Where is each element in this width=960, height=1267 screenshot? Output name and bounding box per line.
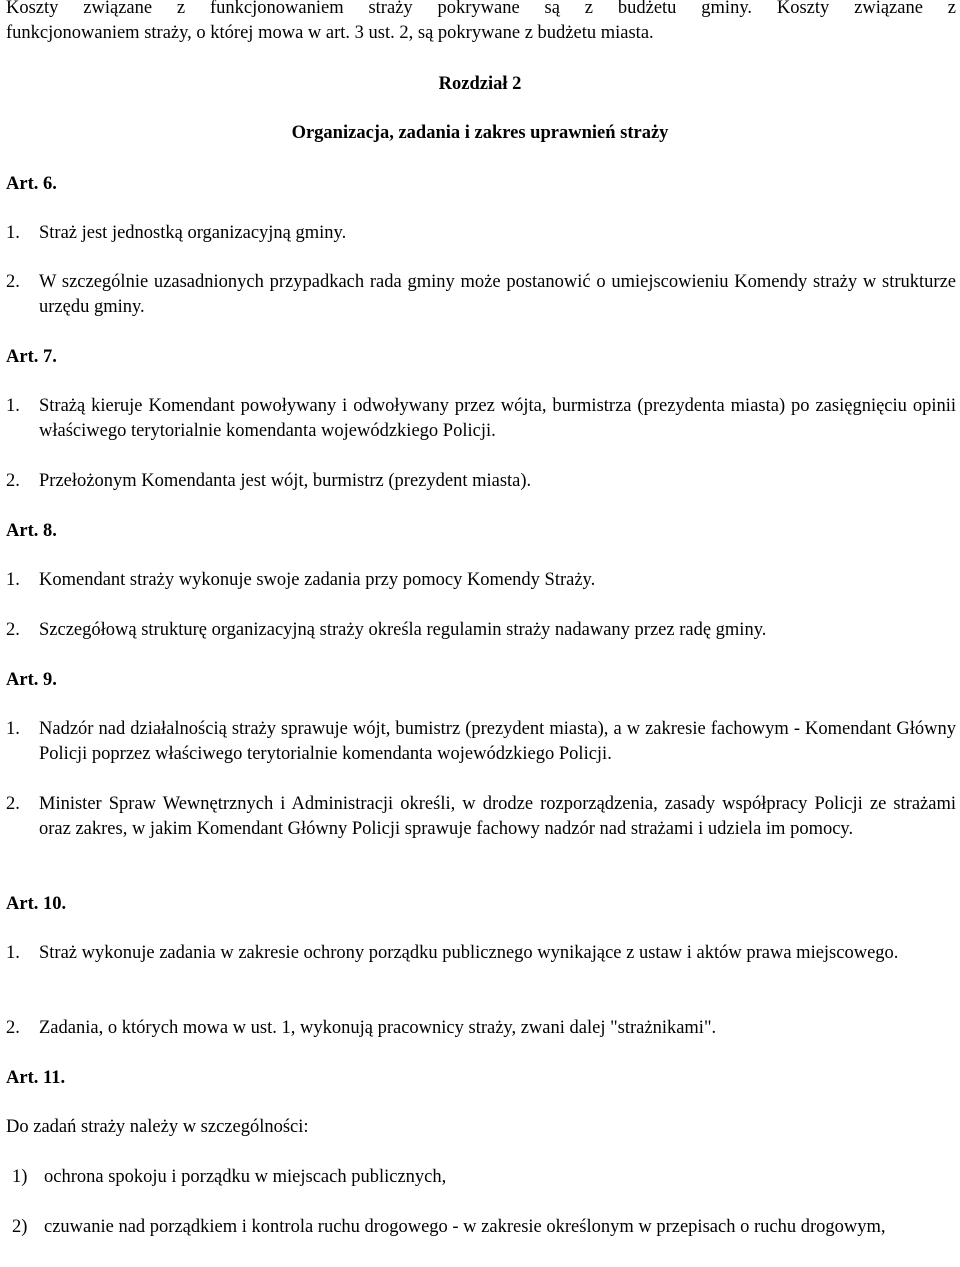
item-text: Nadzór nad działalnością straży sprawuje wójt, bumistrz (prezydent miasta), a w zakresie fachowym - Komendant Główny Policji poprzez właściwego terytorialnie komendanta wojewódzkiego Policji. [39,719,956,764]
article-intro: Do zadań straży należy w szczególności: [6,1117,309,1137]
article-heading: Art. 6. [6,174,57,194]
article-item [6,394,956,444]
article-item [6,469,956,494]
item-number: 2. [6,794,20,814]
chapter-number: Rozdział 2 [438,74,522,94]
chapter-title: Organizacja, zadania i zakres uprawnień straży [291,123,669,143]
item-number: 2. [6,620,20,640]
intro-line-1: Koszty związane z funkcjonowaniem straży pokrywane są z budżetu gminy. Koszty związane z [6,0,956,18]
item-text: Minister Spraw Wewnętrznych i Administracji określi, w drodze rozporządzenia, zasady współpracy Policji ze strażami oraz zakres, w jakim Komendant Główny Policji sprawuje fachowy nadzór nad strażami i udziela im pomocy. [39,794,956,839]
item-number: 1. [6,223,20,243]
item-number: 2. [6,1018,20,1038]
item-text: Straż wykonuje zadania w zakresie ochrony porządku publicznego wynikające z ustaw i aktów prawa miejscowego. [39,943,899,963]
article-heading: Art. 8. [6,521,57,541]
item-text: Strażą kieruje Komendant powoływany i odwoływany przez wójta, burmistrza (prezydenta miasta) po zasięgnięciu opinii właściwego terytorialnie komendanta wojewódzkiego Policji. [39,396,956,441]
article-item [6,941,956,966]
article-item [6,618,956,643]
intro-line-2: funkcjonowaniem straży, o której mowa w art. 3 ust. 2, są pokrywane z budżetu miasta. [6,23,654,43]
article-item [6,270,956,320]
item-number: 1. [6,396,20,416]
list-number: 1) [12,1167,28,1187]
list-text: ochrona spokoju i porządku w miejscach publicznych, [44,1167,447,1187]
item-number: 1. [6,719,20,739]
item-number: 1. [6,943,20,963]
article-heading: Art. 11. [6,1068,66,1088]
list-number: 2) [12,1217,28,1237]
article-item [6,221,956,246]
article-item [6,717,956,767]
article-item [6,792,956,842]
article-item [6,1016,956,1041]
list-item [12,1165,956,1190]
item-text: Przełożonym Komendanta jest wójt, burmistrz (prezydent miasta). [39,471,532,491]
item-text: Zadania, o których mowa w ust. 1, wykonują pracownicy straży, zwani dalej "strażnikami". [39,1018,717,1038]
item-number: 2. [6,471,20,491]
item-text: Komendant straży wykonuje swoje zadania przy pomocy Komendy Straży. [39,570,596,590]
article-heading: Art. 9. [6,670,57,690]
article-heading: Art. 10. [6,894,67,914]
list-text: czuwanie nad porządkiem i kontrola ruchu drogowego - w zakresie określonym w przepisach o ruchu drogowym, [44,1217,886,1237]
list-item [12,1215,956,1240]
article-heading: Art. 7. [6,347,57,367]
item-text: Szczegółową strukturę organizacyjną straży określa regulamin straży nadawany przez radę gminy. [39,620,767,640]
item-number: 2. [6,272,20,292]
item-text: W szczególnie uzasadnionych przypadkach rada gminy może postanowić o umiejscowieniu Komendy straży w strukturze urzędu gminy. [39,272,956,317]
item-text: Straż jest jednostką organizacyjną gminy. [39,223,347,243]
article-item [6,568,956,593]
item-number: 1. [6,570,20,590]
